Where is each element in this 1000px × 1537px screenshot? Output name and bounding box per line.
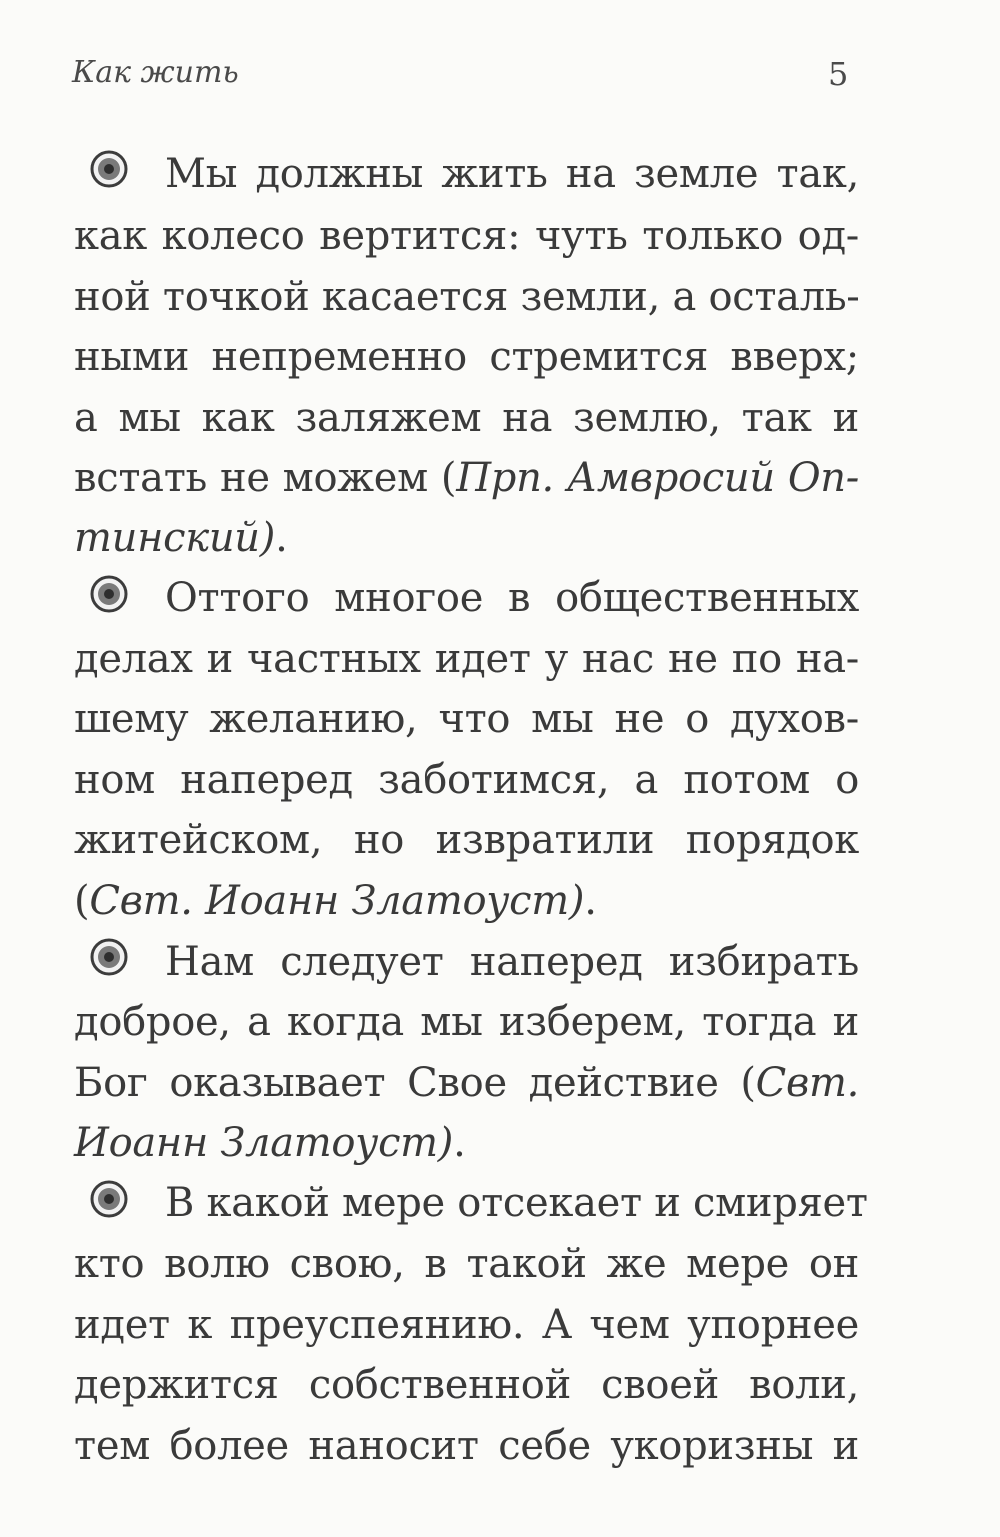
ornament-icon bbox=[90, 150, 128, 188]
attribution: Свт. Иоанн Златоуст) bbox=[89, 878, 585, 924]
page-number: 5 bbox=[828, 55, 849, 93]
text-line: В какой мере отсекает и смиряет bbox=[165, 1180, 868, 1226]
attribution: Свт. bbox=[755, 1060, 859, 1106]
text-line: житейском, но извратили порядок bbox=[74, 817, 859, 863]
text-line: ном наперед заботимся, а потом о bbox=[74, 757, 859, 803]
text-run: . bbox=[453, 1120, 466, 1166]
text-line: ными непременно стремится вверх; bbox=[74, 334, 859, 380]
text-run: ( bbox=[74, 878, 90, 924]
text-line: тем более наносит себе укоризны и bbox=[74, 1423, 859, 1469]
text-run: встать не можем ( bbox=[74, 455, 457, 501]
text-line bbox=[74, 507, 859, 569]
attribution: тинский) bbox=[74, 515, 276, 561]
text-line: Мы должны жить на земле так, bbox=[165, 151, 859, 197]
ornament-icon bbox=[90, 938, 128, 976]
ornament-icon bbox=[90, 575, 128, 613]
text-line: ной точкой касается земли, а осталь- bbox=[74, 274, 860, 320]
text-run: Бог оказывает Свое действие ( bbox=[74, 1060, 756, 1106]
text-line: доброе, а когда мы изберем, тогда и bbox=[74, 999, 859, 1045]
text-line: идет к преуспеянию. А чем упорнее bbox=[74, 1302, 859, 1348]
text-line: делах и частных идет у нас не по на- bbox=[74, 636, 859, 682]
text-line bbox=[74, 1112, 859, 1174]
text-line: кто волю свою, в такой же мере он bbox=[74, 1241, 859, 1287]
attribution: Иоанн Златоуст) bbox=[74, 1120, 454, 1166]
text-line bbox=[74, 447, 859, 509]
text-line: как колесо вертится: чуть только од- bbox=[74, 213, 859, 259]
text-line bbox=[74, 870, 859, 932]
ornament-icon bbox=[90, 1180, 128, 1218]
text-line: а мы как заляжем на землю, так и bbox=[74, 395, 859, 441]
text-line: Нам следует наперед избирать bbox=[165, 939, 859, 985]
running-title: Как жить bbox=[72, 55, 239, 90]
text-line: держится собственной своей воли, bbox=[74, 1362, 859, 1408]
text-run: . bbox=[584, 878, 597, 924]
text-run: . bbox=[275, 515, 288, 561]
text-line bbox=[74, 1052, 859, 1114]
text-line: шему желанию, что мы не о духов- bbox=[74, 696, 859, 742]
attribution: Прп. Амвросий Оп- bbox=[456, 455, 859, 501]
text-line: Оттого многое в общественных bbox=[165, 575, 859, 621]
